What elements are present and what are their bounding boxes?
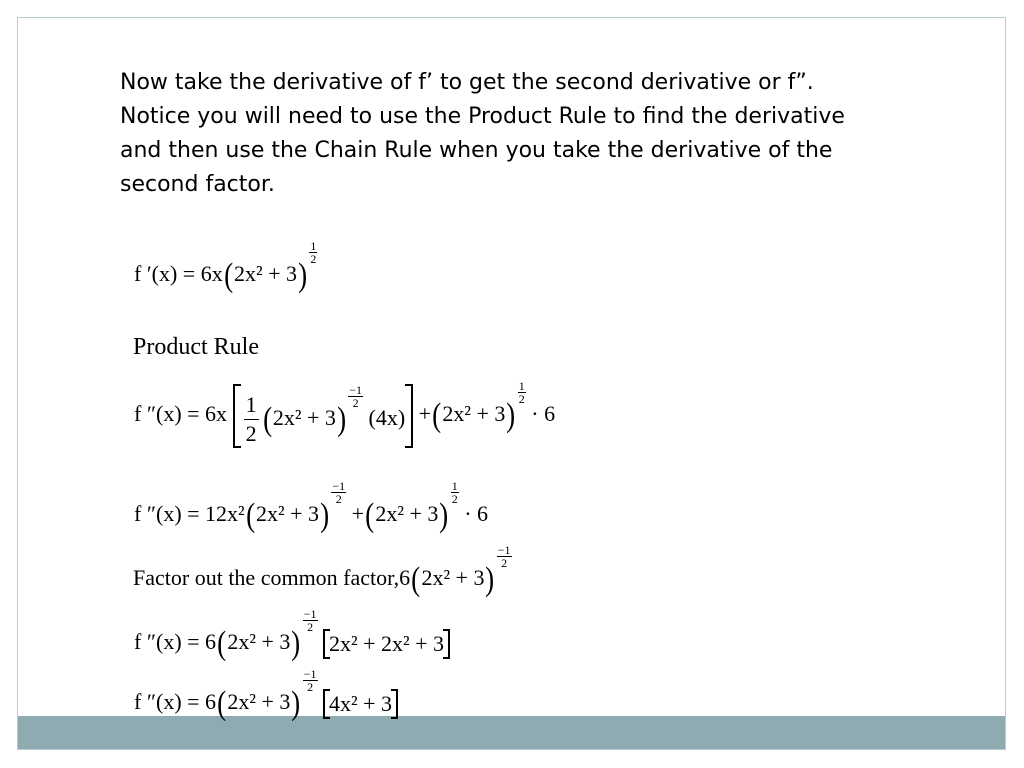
eq-inner: 2x² + 3: [442, 401, 506, 426]
paren-open: (: [217, 685, 227, 722]
exponent-fraction: $\frac{1}{2}$: [310, 239, 317, 266]
eq-inner: 2x² + 3: [234, 261, 298, 286]
eq-lhs: f ″(x) = 6: [134, 629, 217, 654]
bracket-content: 2x² + 2x² + 3: [329, 630, 445, 656]
intro-line: second factor.: [120, 172, 275, 197]
paren-close: ): [320, 497, 330, 534]
eq-lhs: f ″(x) = 6: [134, 689, 217, 714]
eq-inner: 2x² + 3: [227, 689, 291, 714]
square-bracket-group: [323, 689, 398, 719]
eq-tail: · 6: [531, 401, 556, 426]
exponent-fraction: $\frac{-1}{2}$: [303, 667, 317, 694]
paren-close: ): [298, 257, 308, 294]
equation-factored: [134, 608, 450, 663]
paren-open: (: [411, 561, 421, 598]
paren-open: (: [432, 397, 442, 434]
paren-close: ): [291, 625, 301, 662]
exponent-fraction: $\frac{-1}{2}$: [497, 543, 511, 570]
factor-out-label: [133, 544, 512, 599]
eq-inner: 2x² + 3: [272, 404, 336, 430]
square-bracket-group: [323, 629, 450, 659]
equation-product-rule: [134, 380, 555, 448]
eq-inner: 2x² + 3: [375, 501, 439, 526]
eq-inner: 2x² + 3: [421, 565, 485, 590]
eq-lhs: f ′(x) = 6x: [134, 261, 223, 286]
plus-sign: +: [418, 401, 432, 426]
exponent-fraction: $\frac{-1}{2}$: [349, 382, 363, 410]
paren-open: (: [245, 497, 255, 534]
intro-text: [120, 66, 1010, 202]
product-rule-label: Product Rule: [133, 334, 259, 360]
paren-open: (: [262, 400, 272, 438]
eq-inner: 2x² + 3: [255, 501, 319, 526]
bracket-group: [233, 384, 414, 448]
eq-lhs: f ″(x) = 12x²: [134, 501, 245, 526]
exponent-fraction: $\frac{1}{2}$: [451, 479, 458, 506]
paren-open: (: [217, 625, 227, 662]
eq-lhs: f ″(x) = 6x: [134, 401, 228, 426]
paren-open: (: [223, 257, 233, 294]
intro-line: Notice you will need to use the Product Rule to find the derivative: [120, 104, 845, 129]
coef: 6: [399, 565, 411, 590]
exponent-fraction: $\frac{1}{2}$: [518, 379, 525, 406]
plus-sign: +: [351, 501, 365, 526]
exponent-fraction: $\frac{-1}{2}$: [332, 479, 346, 506]
bracket-content: 4x² + 3: [329, 690, 393, 716]
paren-close: ): [485, 561, 495, 598]
paren-close: ): [337, 400, 347, 438]
paren-close: ): [506, 397, 516, 434]
equation-first-derivative: [134, 240, 317, 295]
eq-inner: 2x² + 3: [227, 629, 291, 654]
equation-simplified: [134, 668, 398, 723]
eq-tail: · 6: [464, 501, 489, 526]
paren-close: ): [291, 685, 301, 722]
paren-close: ): [439, 497, 449, 534]
factor-text: Factor out the common factor,: [133, 565, 400, 590]
half-fraction: $\frac{1}{2}$: [245, 392, 257, 447]
exponent-fraction: $\frac{-1}{2}$: [303, 607, 317, 634]
paren-open: (: [365, 497, 375, 534]
intro-line: and then use the Chain Rule when you take the derivative of the: [120, 138, 833, 163]
intro-line: Now take the derivative of f’ to get the second derivative or f”.: [120, 70, 814, 95]
eq-factor: (4x): [368, 404, 406, 430]
equation-expanded: [134, 480, 488, 535]
